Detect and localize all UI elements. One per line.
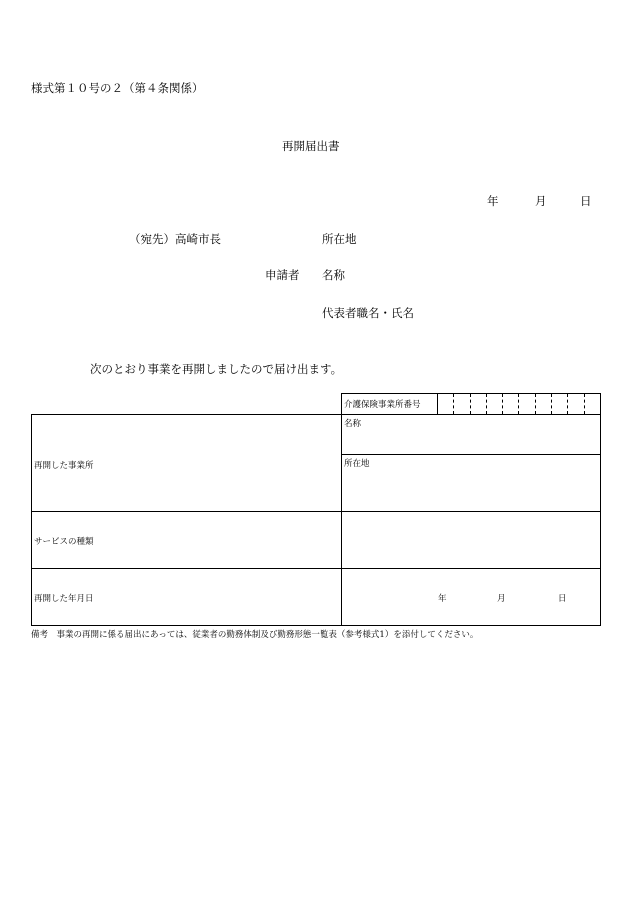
- note: 備考 事業の再開に係る届出にあっては、従業者の勤務体制及び勤務形態一覧表（参考様式1）を添付してください。: [31, 630, 479, 640]
- care-insurance-number-label: 介護保険事業所番号: [344, 400, 421, 410]
- reopen-date-label: 再開した年月日: [34, 594, 94, 604]
- reopen-date-day: 日: [558, 594, 567, 604]
- office-name-label: 名称: [344, 419, 362, 429]
- applicant-representative-label: 代表者職名・氏名: [322, 306, 414, 320]
- date-year-label: 年: [487, 194, 499, 208]
- reopened-office-label: 再開した事業所: [34, 461, 94, 471]
- service-type-input[interactable]: [342, 512, 601, 569]
- form-number: 様式第１０号の２（第４条関係）: [31, 81, 204, 95]
- office-name-input[interactable]: [342, 415, 601, 455]
- reopen-date-label-cell: [32, 569, 342, 626]
- date-day-label: 日: [580, 194, 592, 208]
- service-type-label: サービスの種類: [34, 537, 94, 547]
- date-month-label: 月: [535, 194, 547, 208]
- reopen-date-input[interactable]: [342, 569, 601, 626]
- applicant-role-label: 申請者: [265, 268, 300, 282]
- service-type-label-cell: [32, 512, 342, 569]
- statement: 次のとおり事業を再開しましたので届け出ます。: [90, 362, 343, 376]
- office-address-label: 所在地: [344, 459, 370, 469]
- document-title: 再開届出書: [282, 139, 340, 153]
- addressee: （宛先）高崎市長: [129, 232, 221, 246]
- reopen-date-month: 月: [497, 594, 506, 604]
- applicant-name-label: 名称: [322, 268, 345, 282]
- reopen-date-year: 年: [438, 594, 447, 604]
- applicant-address-label: 所在地: [322, 232, 357, 246]
- care-insurance-number-label-cell: [342, 394, 438, 415]
- office-address-input[interactable]: [342, 455, 601, 512]
- blank-top-left: [32, 394, 342, 415]
- reopen-form-table: [31, 393, 601, 626]
- reopened-office-label-cell: [32, 415, 342, 512]
- care-insurance-number-input[interactable]: [438, 394, 601, 415]
